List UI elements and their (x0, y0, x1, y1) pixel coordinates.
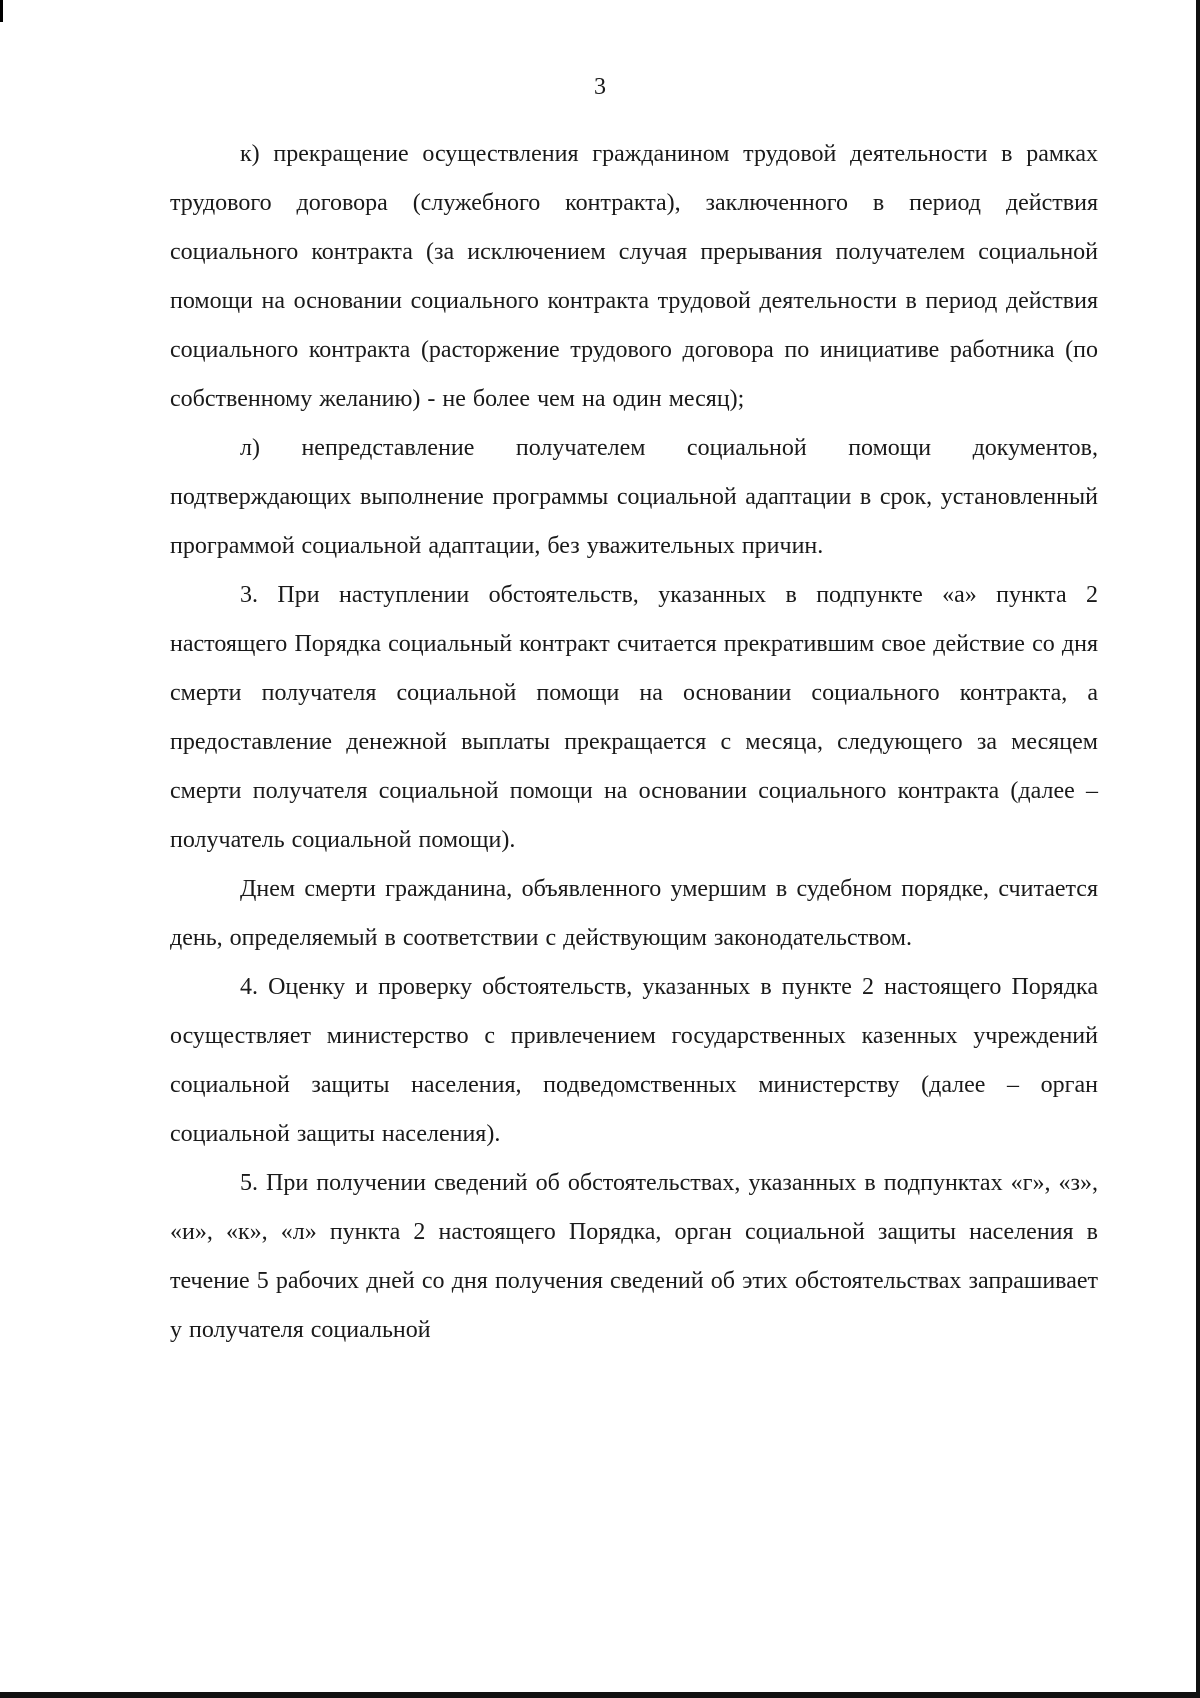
page-number: 3 (594, 74, 606, 100)
document-body (170, 130, 1098, 1355)
paragraph-4: 4. Оценку и проверку обстоятельств, указанных в пункте 2 настоящего Порядка осуществляет министерство с привлечением государственных казенных учреждений социальной защиты населения, подведомственных министерству (далее – орган социальной защиты населения). (170, 974, 1098, 1147)
scan-edge-mark-left (0, 0, 3, 22)
paragraph-3: 3. При наступлении обстоятельств, указанных в подпункте «а» пункта 2 настоящего Порядка социальный контракт считается прекратившим свое действие со дня смерти получателя социальной помощи на основании социального контракта, а предоставление денежной выплаты прекращается с месяца, следующего за месяцем смерти получателя социальной помощи на основании социального контракта (далее – получатель социальной помощи). (170, 582, 1098, 853)
paragraph-l: л) непредставление получателем социальной помощи документов, подтверждающих выполнение программы социальной адаптации в срок, установленный программой социальной адаптации, без уважительных причин. (170, 435, 1098, 559)
paragraph-death-day: Днем смерти гражданина, объявленного умершим в судебном порядке, считается день, определяемый в соответствии с действующим законодательством. (170, 876, 1098, 951)
paragraph-k: к) прекращение осуществления гражданином трудовой деятельности в рамках трудового договора (служебного контракта), заключенного в период действия социального контракта (за исключением случая прерывания получателем социальной помощи на основании социального контракта трудовой деятельности в период действия социального контракта (расторжение трудового договора по инициативе работника (по собственному желанию) - не более чем на один месяц); (170, 141, 1098, 412)
scan-edge-border-right (1196, 0, 1200, 1698)
scan-edge-border-bottom (0, 1692, 1200, 1698)
paragraph-5: 5. При получении сведений об обстоятельствах, указанных в подпунктах «г», «з», «и», «к», «л» пункта 2 настоящего Порядка, орган социальной защиты населения в течение 5 рабочих дней со дня получения сведений об этих обстоятельствах запрашивает у получателя социальной (170, 1170, 1098, 1343)
